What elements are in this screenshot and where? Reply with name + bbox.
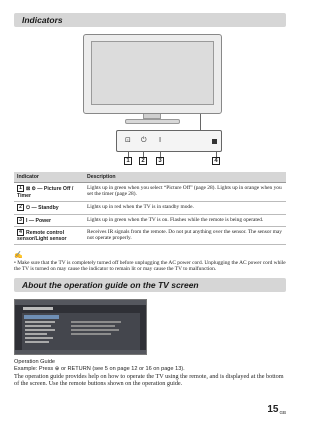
remote-sensor-icon xyxy=(212,139,217,144)
operation-guide-body-text: The operation guide provides help on how to operate the TV using the remote, and is displayed at the bottom of the screen. Use the remote buttons shown on the operation guide. xyxy=(14,373,284,388)
power-icon: I xyxy=(159,136,162,144)
tv-illustration xyxy=(83,34,222,126)
indicator-panel-zoom xyxy=(116,130,222,152)
indicator-cell xyxy=(14,214,84,226)
description-cell: Lights up in green when you select “Picture Off” (page 28). Lights up in orange when you set the timer (page 28). xyxy=(84,183,286,202)
picture-off-timer-icon: ⊡ xyxy=(125,136,131,144)
table-row xyxy=(14,214,286,226)
osd-row xyxy=(25,337,53,339)
row-number: 3 xyxy=(17,217,24,224)
tv-bezel xyxy=(83,34,222,114)
standby-icon: ⏻ xyxy=(141,136,147,144)
osd-row xyxy=(71,321,121,323)
osd-caption-example: Example: Press ⊕ or RETURN (see 5 on page 12 or 16 on page 13). xyxy=(14,366,185,372)
operation-guide-screenshot xyxy=(14,299,147,355)
description-cell: Lights up in red when the TV is in standby mode. xyxy=(84,201,286,214)
indicator-cell xyxy=(14,226,84,244)
osd-title-bar xyxy=(23,307,53,310)
callout-1: 1 xyxy=(124,157,132,165)
indicator-table xyxy=(14,172,286,245)
osd-caption-title: Operation Guide xyxy=(14,359,56,365)
table-header-indicator: Indicator xyxy=(14,172,84,183)
section-header-indicators: Indicators xyxy=(14,13,286,27)
osd-top-bar xyxy=(15,300,146,305)
indicator-name: Remote control sensor/Light sensor xyxy=(17,229,67,242)
osd-row xyxy=(71,333,111,335)
page-number-suffix: GB xyxy=(279,410,286,415)
tv-stand-base xyxy=(125,119,180,124)
osd-row xyxy=(25,325,51,327)
description-cell: Receives IR signals from the remote. Do not put anything over the sensor. The sensor may not operate properly. xyxy=(84,226,286,244)
page-number xyxy=(267,404,286,415)
table-header-description: Description xyxy=(84,172,286,183)
osd-row xyxy=(25,333,47,335)
row-number: 2 xyxy=(17,204,24,211)
osd-row xyxy=(25,321,55,323)
osd-row xyxy=(25,329,55,331)
indicator-cell xyxy=(14,201,84,214)
note-icon: ✍ xyxy=(14,252,23,259)
row-number: 4 xyxy=(17,229,24,236)
callout-3: 3 xyxy=(156,157,164,165)
tv-screen xyxy=(91,41,214,105)
osd-row xyxy=(25,341,49,343)
indicator-name: ⊠ ⏲ — Picture Off / Timer xyxy=(17,185,74,199)
osd-row xyxy=(71,329,119,331)
osd-row xyxy=(71,325,115,327)
table-header-row xyxy=(14,172,286,183)
note-text: • Make sure that the TV is completely turned off before unplugging the AC power cord. Unplugging the AC power cord while the TV is turned on may cause the indicator to remain lit or may cause the TV to malfunction. xyxy=(14,260,286,273)
row-number: 1 xyxy=(17,185,24,192)
callout-4: 4 xyxy=(212,157,220,165)
table-row xyxy=(14,201,286,214)
zoom-leader-line xyxy=(200,114,201,130)
osd-operation-guide-bar xyxy=(15,350,146,354)
section-header-operation-guide: About the operation guide on the TV screen xyxy=(14,278,286,292)
osd-highlight xyxy=(24,315,59,319)
table-row xyxy=(14,183,286,202)
indicator-name: I — Power xyxy=(26,217,52,224)
indicator-cell xyxy=(14,183,84,202)
table-row xyxy=(14,226,286,244)
description-cell: Lights up in green when the TV is on. Flashes while the remote is being operated. xyxy=(84,214,286,226)
indicator-name: ⏻ — Standby xyxy=(26,204,59,211)
page-number-value: 15 xyxy=(267,404,279,415)
callout-2: 2 xyxy=(139,157,147,165)
